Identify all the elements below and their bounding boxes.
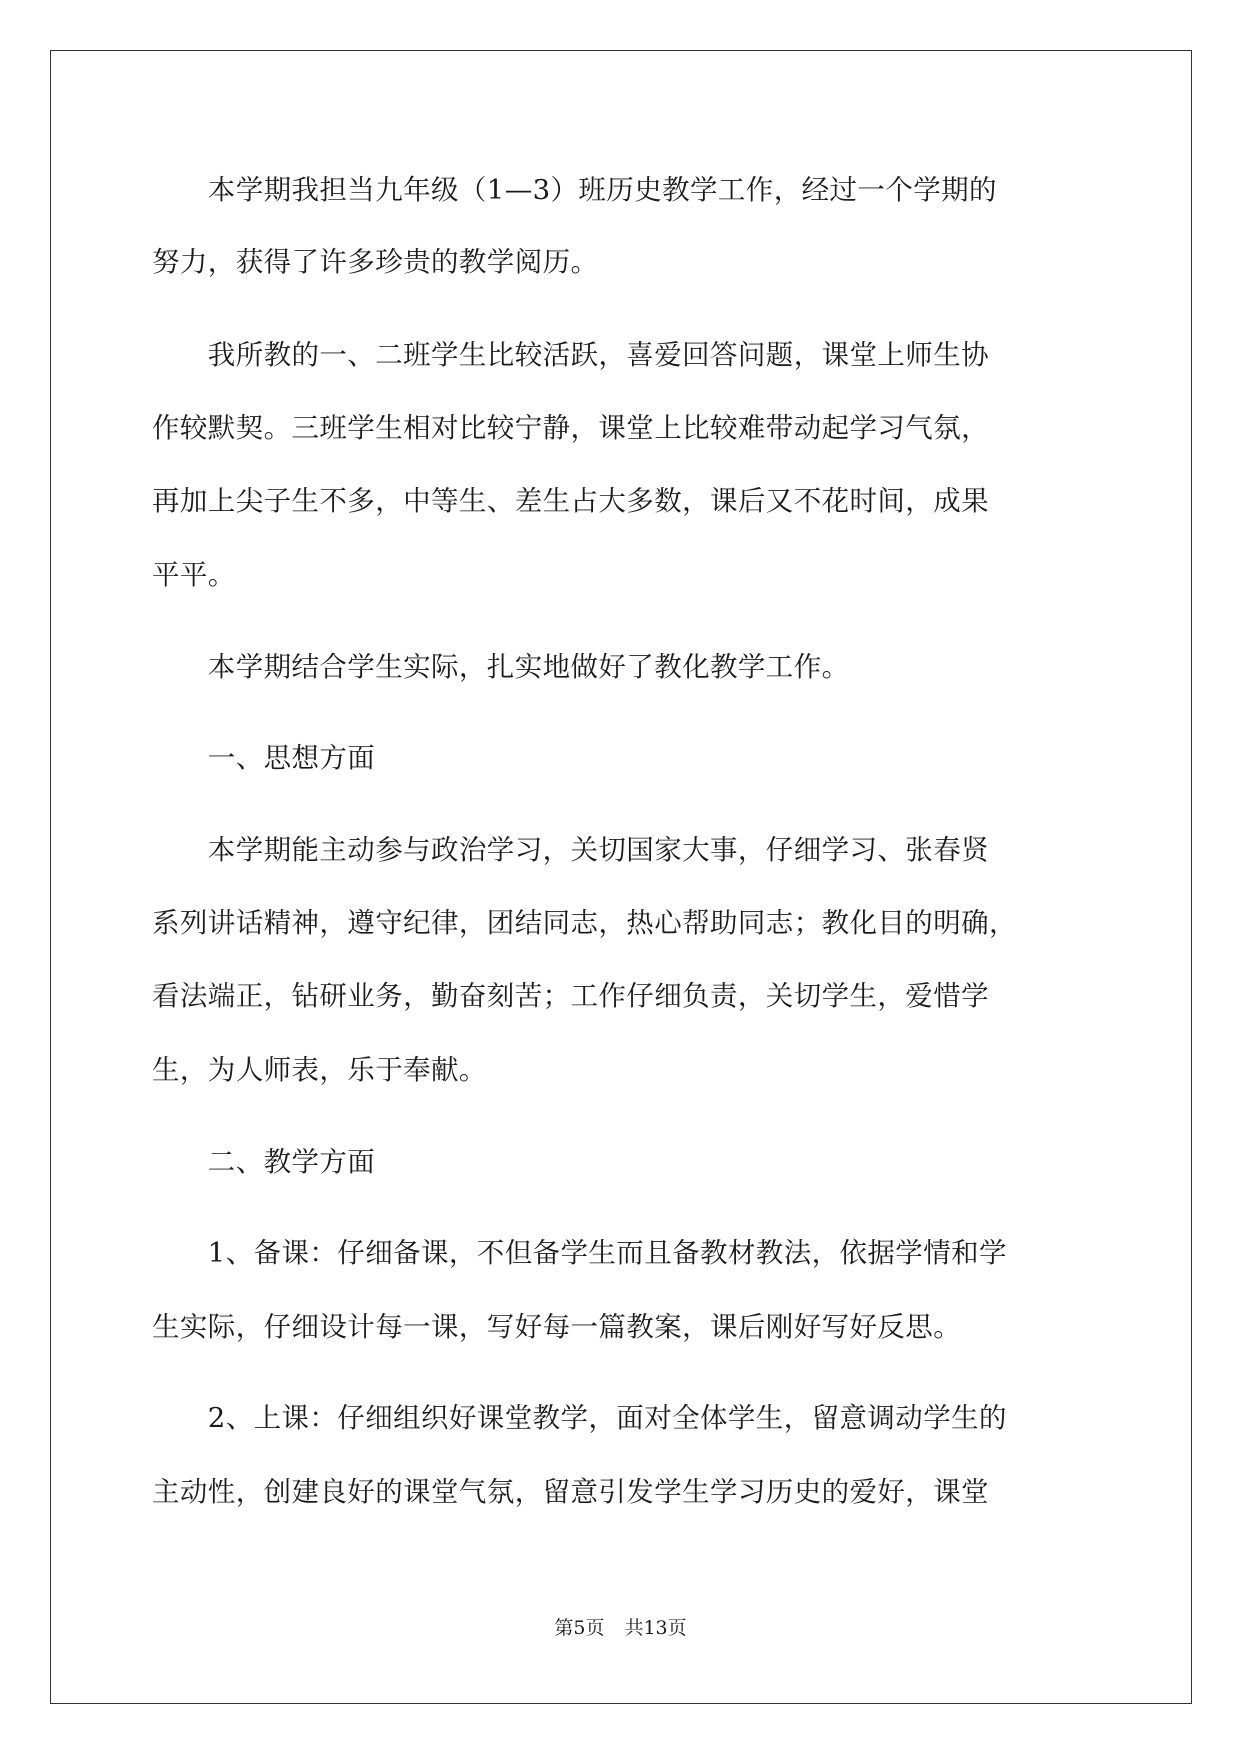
page-footer [0, 1614, 1241, 1642]
text-line: 本学期能主动参与政治学习，关切国家大事，仔细学习、张春贤 [152, 834, 989, 866]
section-heading: 二、教学方面 [152, 1146, 376, 1178]
text-line: 1、备课：仔细备课，不但备学生而且备教材教法，依据学情和学 [152, 1237, 1007, 1269]
text-line: 生，为人师表，乐于奉献。 [152, 1054, 487, 1086]
page-border [50, 50, 1192, 1704]
text-line: 2、上课：仔细组织好课堂教学，面对全体学生，留意调动学生的 [152, 1402, 1007, 1434]
text-line: 再加上尖子生不多，中等生、差生占大多数，课后又不花时间，成果 [152, 485, 989, 517]
section-heading: 一、思想方面 [152, 742, 376, 774]
page-total: 共13页 [624, 1617, 687, 1639]
text-line: 平平。 [152, 559, 236, 591]
text-line: 作较默契。三班学生相对比较宁静，课堂上比较难带动起学习气氛， [152, 412, 989, 444]
text-line: 生实际，仔细设计每一课，写好每一篇教案，课后刚好写好反思。 [152, 1311, 962, 1343]
page-number: 第5页 [554, 1617, 605, 1639]
text-line: 看法端正，钻研业务，勤奋刻苦；工作仔细负责，关切学生，爱惜学 [152, 980, 989, 1012]
text-line: 本学期结合学生实际，扎实地做好了教化教学工作。 [152, 651, 850, 683]
text-line: 努力，获得了许多珍贵的教学阅历。 [152, 246, 599, 278]
text-line: 主动性，创建良好的课堂气氛，留意引发学生学习历史的爱好，课堂 [152, 1476, 989, 1508]
text-line: 本学期我担当九年级（1—3）班历史教学工作，经过一个学期的 [152, 174, 997, 206]
text-line: 系列讲话精神，遵守纪律，团结同志，热心帮助同志；教化目的明确， [152, 907, 1017, 939]
text-line: 我所教的一、二班学生比较活跃，喜爱回答问题，课堂上师生协 [152, 339, 989, 371]
